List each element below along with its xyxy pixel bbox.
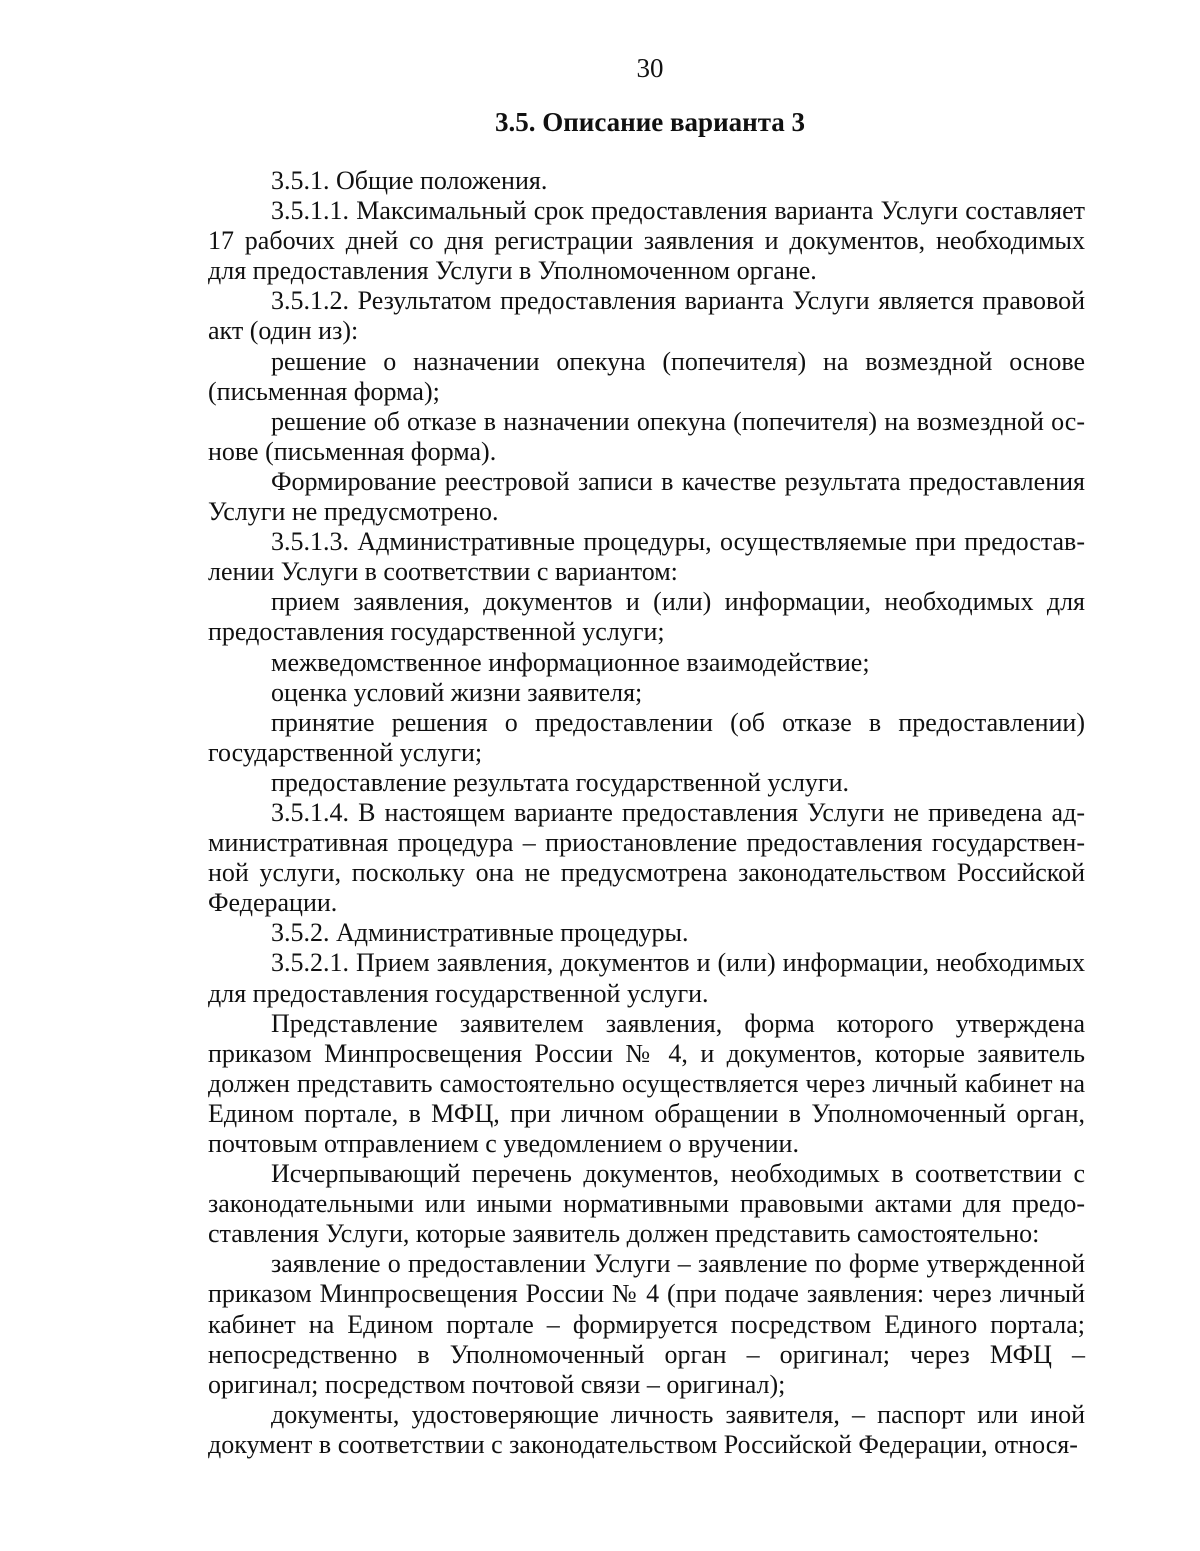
- paragraph: 3.5.1. Общие положения.: [271, 166, 548, 195]
- paragraph: 3.5.1.3. Административные процедуры, осуществляемые при предоставлении Услуги в соответствии с вариантом:: [208, 527, 1085, 587]
- paragraph: принятие решения о предоставлении (об отказе в предоставлении) государственной услуги;: [208, 707, 1085, 767]
- page-number: 30: [636, 53, 664, 83]
- section-title: 3.5. Описание варианта 3: [494, 107, 806, 137]
- paragraph: прием заявления, документов и (или) информации, необходимых для предоставления государственной услуги;: [208, 587, 1085, 647]
- paragraph: предоставление результата государственной услуги.: [271, 767, 850, 797]
- paragraph: Исчерпывающий перечень документов, необходимых в соответствии с законодательными или иными нормативными правовыми актами для предоставления Услуги, которые заявитель должен представить самостоятельно:: [208, 1159, 1085, 1249]
- paragraph: решение о назначении опекуна (попечителя) на возмездной основе (письменная форма);: [208, 346, 1085, 406]
- paragraph: оценка условий жизни заявителя;: [271, 677, 643, 707]
- paragraph: Представление заявителем заявления, форма которого утверждена приказом Минпросвещения России № 4, и документов, которые заявитель должен представить самостоятельно осуществляется через личный кабинет на Едином портале, в МФЦ, при личном обращении в Уполномоченный орган, почтовым отправлением с уведомлением о вручении.: [208, 1008, 1085, 1158]
- document-body: [208, 166, 1085, 1460]
- paragraph: документы, удостоверяющие личность заявителя, – паспорт или иной документ в соответствии с законодательством Российской Федерации, относя-: [208, 1399, 1085, 1459]
- paragraph: Формирование реестровой записи в качестве результата предоставления Услуги не предусмотрено.: [208, 466, 1085, 527]
- paragraph: 3.5.2.1. Прием заявления, документов и (или) информации, необходимых для предоставления государственной услуги.: [208, 948, 1085, 1008]
- paragraph: 3.5.1.2. Результатом предоставления варианта Услуги является правовой акт (один из):: [208, 286, 1085, 346]
- paragraph: 3.5.2. Административные процедуры.: [271, 918, 689, 948]
- paragraph: межведомственное информационное взаимодействие;: [271, 647, 870, 677]
- paragraph: 3.5.1.1. Максимальный срок предоставления варианта Услуги составляет 17 рабочих дней со дня регистрации заявления и документов, необходимых для предоставления Услуги в Уполномоченном органе.: [208, 196, 1085, 286]
- paragraph: заявление о предоставлении Услуги – заявление по форме утвержденной приказом Минпросвещения России № 4 (при подаче заявления: через личный кабинет на Едином портале – формируется посредством Единого портала; непосредственно в Уполномоченный орган – оригинал; через МФЦ – оригинал; посредством почтовой связи – оригинал);: [208, 1249, 1085, 1399]
- paragraph: 3.5.1.4. В настоящем варианте предоставления Услуги не приведена административная процедура – приостановление предоставления государственной услуги, поскольку она не предусмотрена законодательством Российской Федерации.: [208, 797, 1085, 918]
- paragraph: решение об отказе в назначении опекуна (попечителя) на возмездной основе (письменная форма).: [208, 406, 1085, 466]
